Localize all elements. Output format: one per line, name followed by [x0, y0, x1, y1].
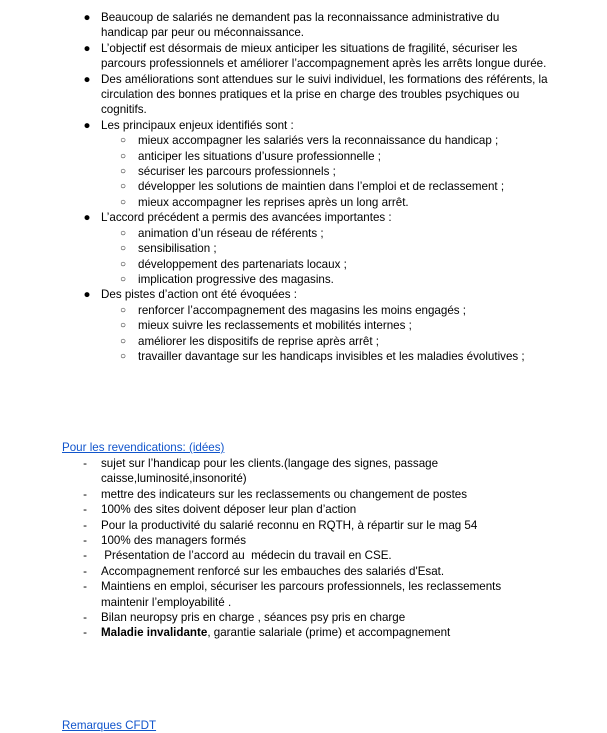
- dash-icon: -: [83, 580, 87, 594]
- bullet-icon: ●: [83, 72, 91, 86]
- circle-bullet-icon: ○: [119, 273, 127, 285]
- sublist-item-text: anticiper les situations d’usure professionnelle ;: [138, 149, 381, 163]
- bullet-icon: ●: [83, 11, 91, 24]
- sublist-item: [101, 303, 549, 318]
- summary-bullet-list: [0, 10, 607, 364]
- sublist-item-text: sensibilisation ;: [138, 242, 217, 256]
- dash-icon: -: [83, 549, 87, 563]
- claim-item-text: Pour la productivité du salarié reconnu en RQTH, à répartir sur le mag 54: [101, 518, 478, 532]
- summary-bullet-text: L’objectif est désormais de mieux anticiper les situations de fragilité, sécuriser les parcours professionnels et améliorer l’accompagnement après les arrêts longue durée.: [101, 41, 547, 71]
- sublist-item-text: implication progressive des magasins.: [138, 272, 334, 286]
- circle-bullet-icon: ○: [119, 320, 127, 332]
- dash-icon: -: [83, 534, 87, 548]
- summary-bullet-text: Des améliorations sont attendues sur le suivi individuel, les formations des référents, la circulation des bonnes pratiques et la prise en charge des troubles psychiques ou cognitifs.: [101, 72, 548, 117]
- claims-dash-list: [0, 456, 607, 641]
- summary-bullet-item: [0, 10, 607, 41]
- claim-item: [0, 487, 607, 502]
- summary-bullet-text: Des pistes d’action ont été évoquées :: [101, 288, 297, 302]
- sublist-item: [101, 179, 549, 194]
- sublist-item: [101, 149, 549, 164]
- circle-bullet-icon: ○: [119, 243, 127, 255]
- dash-icon: -: [83, 564, 87, 578]
- sublist-item-text: travailler davantage sur les handicaps invisibles et les maladies évolutives ;: [138, 349, 525, 363]
- sublist-item-text: améliorer les dispositifs de reprise après arrêt ;: [138, 334, 379, 348]
- circle-bullet-icon: ○: [119, 304, 127, 316]
- actions-sublist: [101, 303, 549, 365]
- claim-item: [0, 610, 607, 625]
- bullet-icon: ●: [83, 118, 91, 132]
- sublist-item-text: sécuriser les parcours professionnels ;: [138, 165, 336, 179]
- summary-bullet-item: [0, 118, 607, 210]
- claim-item: [0, 502, 607, 517]
- sublist-item-text: mieux accompagner les reprises après un long arrêt.: [138, 195, 409, 209]
- claim-item-text: mettre des indicateurs sur les reclassements ou changement de postes: [101, 487, 468, 501]
- summary-bullet-text: Beaucoup de salariés ne demandent pas la reconnaissance administrative du handicap par peur ou méconnaissance.: [101, 11, 500, 40]
- claim-item-text: Présentation de l’accord au médecin du travail en CSE.: [101, 549, 392, 563]
- claim-item-text: Bilan neuropsy pris en charge , séances psy pris en charge: [101, 611, 406, 625]
- circle-bullet-icon: ○: [119, 258, 127, 270]
- claim-item-text: 100% des managers formés: [101, 534, 246, 548]
- sublist-item-text: renforcer l’accompagnement des magasins les moins engagés ;: [138, 303, 467, 317]
- claim-item: [0, 625, 607, 640]
- circle-bullet-icon: ○: [119, 150, 127, 162]
- claim-item-text: sujet sur l’handicap pour les clients.(langage des signes, passage caisse,luminosité,insonorité): [101, 457, 439, 486]
- sublist-item: [101, 226, 549, 241]
- dash-icon: -: [83, 518, 87, 532]
- claim-item-text: Accompagnement renforcé sur les embauches des salariés d'Esat.: [101, 564, 445, 578]
- sublist-item-text: animation d’un réseau de référents ;: [138, 226, 324, 240]
- circle-bullet-icon: ○: [119, 350, 127, 362]
- circle-bullet-icon: ○: [119, 181, 127, 193]
- sublist-item: [101, 257, 549, 272]
- summary-bullet-text: Les principaux enjeux identifiés sont :: [101, 118, 294, 132]
- claim-item: [0, 533, 607, 548]
- issues-sublist: [101, 133, 549, 210]
- summary-bullet-item: [0, 287, 607, 364]
- circle-bullet-icon: ○: [119, 135, 127, 147]
- summary-bullet-text: L’accord précédent a permis des avancées importantes :: [101, 211, 392, 225]
- claim-item-bold-text: Maladie invalidante: [101, 626, 208, 640]
- sublist-item-text: développer les solutions de maintien dans l’emploi et de reclassement ;: [138, 180, 505, 194]
- claim-item-text: , garantie salariale (prime) et accompagnement: [207, 626, 451, 640]
- circle-bullet-icon: ○: [119, 227, 127, 239]
- progress-sublist: [101, 226, 549, 288]
- claim-item-text: Maintiens en emploi, sécuriser les parcours professionnels, les reclassements maintenir l’employabilité .: [101, 580, 502, 609]
- dash-icon: -: [83, 457, 87, 470]
- sublist-item: [101, 241, 549, 256]
- bullet-icon: ●: [83, 211, 91, 225]
- sublist-item-text: mieux accompagner les salariés vers la reconnaissance du handicap ;: [138, 134, 499, 148]
- claim-item: [0, 548, 607, 563]
- claim-item-text: 100% des sites doivent déposer leur plan d’action: [101, 503, 357, 517]
- claim-item: [0, 579, 607, 610]
- claims-section-link[interactable]: Pour les revendications: (idées): [62, 441, 225, 454]
- bullet-icon: ●: [83, 41, 91, 55]
- remarks-section-link[interactable]: Remarques CFDT: [62, 719, 157, 732]
- dash-icon: -: [83, 487, 87, 501]
- sublist-item: [101, 349, 549, 364]
- dash-icon: -: [83, 503, 87, 517]
- summary-bullet-item: [0, 41, 607, 72]
- dash-icon: -: [83, 626, 87, 640]
- circle-bullet-icon: ○: [119, 335, 127, 347]
- sublist-item-text: mieux suivre les reclassements et mobilités internes ;: [138, 319, 412, 333]
- sublist-item: [101, 318, 549, 333]
- bullet-icon: ●: [83, 288, 91, 302]
- sublist-item-text: développement des partenariats locaux ;: [138, 257, 347, 271]
- sublist-item: [101, 272, 549, 287]
- circle-bullet-icon: ○: [119, 166, 127, 178]
- dash-icon: -: [83, 611, 87, 625]
- summary-bullet-item: [0, 210, 607, 287]
- circle-bullet-icon: ○: [119, 196, 127, 208]
- claim-item: [0, 456, 607, 487]
- sublist-item: [101, 334, 549, 349]
- sublist-item: [101, 195, 549, 210]
- claim-item: [0, 518, 607, 533]
- sublist-item: [101, 133, 549, 148]
- claim-item: [0, 564, 607, 579]
- summary-bullet-item: [0, 72, 607, 118]
- sublist-item: [101, 164, 549, 179]
